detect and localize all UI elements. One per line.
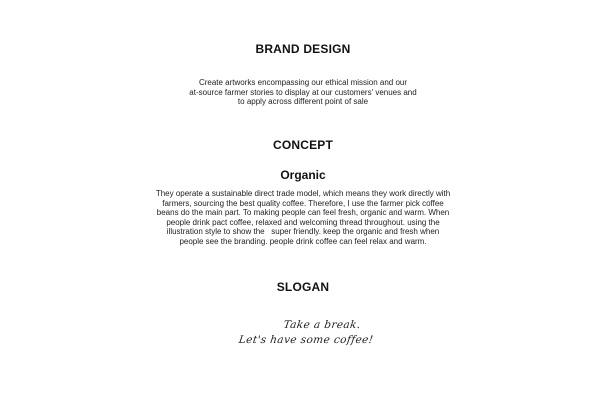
concept-line: beans do the main part. To making people can feel fresh, organic and warm. When	[156, 208, 450, 218]
brand-design-heading: BRAND DESIGN	[255, 42, 351, 56]
concept-subheading: Organic	[280, 168, 326, 182]
slogan-handwritten-text	[0, 318, 606, 348]
brand-design-line: to apply across different point of sale	[237, 97, 369, 107]
brand-design-line: Create artworks encompassing our ethical mission and our	[198, 78, 408, 87]
concept-line: people drink pact coffee, relaxed and welcoming thread throughout. using the	[166, 217, 440, 227]
concept-heading: CONCEPT	[272, 138, 334, 152]
slogan-heading: SLOGAN	[276, 280, 330, 294]
concept-line: people see the branding. people drink coffee can feel relax and warm.	[179, 236, 427, 246]
concept-line: farmers, sourcing the best quality coffee. Therefore, I use the farmer pick coffee	[162, 198, 444, 208]
slogan-line-1: Take a break.	[282, 319, 362, 331]
brand-design-paragraph	[0, 78, 606, 107]
slogan-line-2: Let's have some coffee!	[237, 334, 375, 346]
concept-line: They operate a sustainable direct trade model, which means they work directly with	[155, 189, 451, 198]
concept-line: illustration style to show the super friendly. keep the organic and fresh when	[166, 227, 440, 237]
brand-design-line: at-source farmer stories to display at our customers' venues and	[189, 87, 417, 97]
concept-paragraph	[0, 189, 606, 247]
